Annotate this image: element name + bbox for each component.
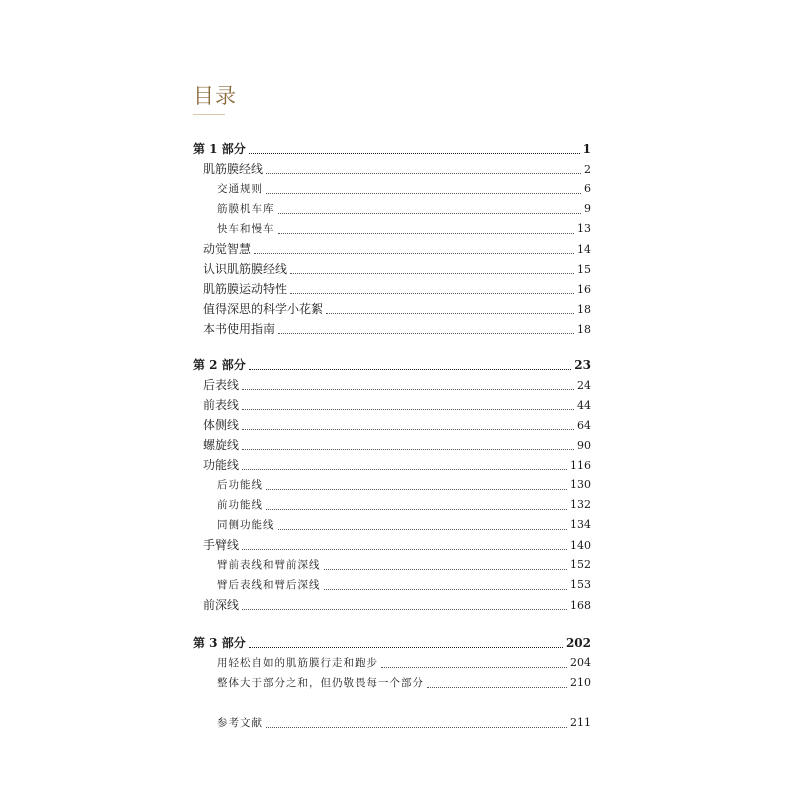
toc-entry[interactable] [193,475,591,495]
entry-label: 臂后表线和臂后深线 [217,579,321,591]
toc-entry[interactable] [193,575,591,595]
page-number: 130 [570,478,591,491]
dot-leader [242,548,567,550]
toc-entry[interactable] [193,299,591,319]
page-number: 168 [570,599,591,612]
dot-leader [278,212,582,214]
entry-label: 值得深思的科学小花絮 [203,302,324,316]
toc-entry[interactable] [193,395,591,415]
toc-part-heading[interactable] [193,139,591,159]
part-label: 第 2 部分 [193,358,246,372]
entry-label: 螺旋线 [203,438,240,452]
toc-spacer [193,693,591,713]
entry-label: 前深线 [203,598,240,612]
page-number: 1 [582,142,591,156]
entry-label: 臂前表线和臂前深线 [217,559,321,571]
entry-label: 快车和慢车 [217,223,275,235]
page-number: 211 [570,716,591,729]
page-number: 64 [577,419,591,432]
entry-label: 本书使用指南 [203,322,276,336]
page-number: 15 [577,263,591,276]
toc-entry[interactable] [193,653,591,673]
page-number: 153 [570,578,591,591]
page-number: 90 [577,439,591,452]
dot-leader [266,508,567,510]
toc-entry[interactable] [193,713,591,733]
dot-leader [254,252,574,254]
toc-entry[interactable] [193,199,591,219]
toc-entry[interactable] [193,375,591,395]
toc-entry[interactable] [193,219,591,239]
page-number: 6 [584,182,591,195]
toc-entry[interactable] [193,239,591,259]
toc-entry[interactable] [193,435,591,455]
entry-label: 筋膜机车库 [217,203,275,215]
toc-entry[interactable] [193,179,591,199]
dot-leader [324,588,568,590]
part-label: 第 3 部分 [193,636,246,650]
page-number: 9 [584,202,591,215]
dot-leader [290,292,574,294]
entry-label: 前表线 [203,398,240,412]
dot-leader [249,368,572,370]
page-number: 14 [577,243,591,256]
dot-leader [278,332,574,334]
page-number: 18 [577,323,591,336]
toc-entry[interactable] [193,555,591,575]
dot-leader [278,232,575,234]
toc-part-3 [193,633,591,733]
page-number: 116 [570,459,591,472]
entry-label: 肌筋膜运动特性 [203,282,288,296]
toc-entry[interactable] [193,515,591,535]
page-number: 210 [570,676,591,689]
entry-label: 交通规则 [217,183,263,195]
dot-leader [290,272,574,274]
dot-leader [242,408,574,410]
entry-label: 后表线 [203,378,240,392]
dot-leader [266,172,581,174]
page-number: 18 [577,303,591,316]
entry-label: 认识肌筋膜经线 [203,262,288,276]
page-number: 204 [570,656,591,669]
dot-leader [427,686,567,688]
toc-entry[interactable] [193,595,591,615]
page-number: 2 [584,163,591,176]
dot-leader [242,428,574,430]
part-label: 第 1 部分 [193,142,246,156]
toc-part-heading[interactable] [193,355,591,375]
dot-leader [326,312,574,314]
dot-leader [242,608,567,610]
entry-label: 体侧线 [203,418,240,432]
page-number: 16 [577,283,591,296]
page-number: 152 [570,558,591,571]
toc-entry[interactable] [193,673,591,693]
dot-leader [249,152,580,154]
title-underline [193,114,225,115]
toc-entry[interactable] [193,455,591,475]
toc-entry[interactable] [193,415,591,435]
toc-entry[interactable] [193,495,591,515]
entry-label: 肌筋膜经线 [203,162,264,176]
toc-entry[interactable] [193,259,591,279]
page-number: 134 [570,518,591,531]
dot-leader [266,726,567,728]
dot-leader [242,468,567,470]
toc-entry[interactable] [193,319,591,339]
page-title: 目录 [193,84,237,108]
toc-entry[interactable] [193,535,591,555]
dot-leader [266,192,581,194]
dot-leader [242,388,574,390]
toc-part-1 [193,139,591,339]
page-number: 23 [574,358,591,372]
page-number: 24 [577,379,591,392]
entry-label: 动觉智慧 [203,242,252,256]
page-number: 202 [565,636,591,650]
entry-label: 整体大于部分之和，但仍敬畏每一个部分 [217,677,424,689]
entry-label: 手臂线 [203,538,240,552]
toc-part-heading[interactable] [193,633,591,653]
entry-label: 功能线 [203,458,240,472]
toc-entry[interactable] [193,159,591,179]
page-number: 13 [577,222,591,235]
dot-leader [324,568,568,570]
toc-entry[interactable] [193,279,591,299]
entry-label: 后功能线 [217,479,263,491]
dot-leader [249,646,563,648]
page-number: 44 [577,399,591,412]
entry-label: 用轻松自如的肌筋膜行走和跑步 [217,657,378,669]
page-number: 140 [570,539,591,552]
dot-leader [266,488,567,490]
page-number: 132 [570,498,591,511]
entry-label: 同侧功能线 [217,519,275,531]
entry-label: 参考文献 [217,717,263,729]
entry-label: 前功能线 [217,499,263,511]
toc-part-2 [193,355,591,615]
dot-leader [242,448,574,450]
dot-leader [278,528,568,530]
dot-leader [381,666,567,668]
